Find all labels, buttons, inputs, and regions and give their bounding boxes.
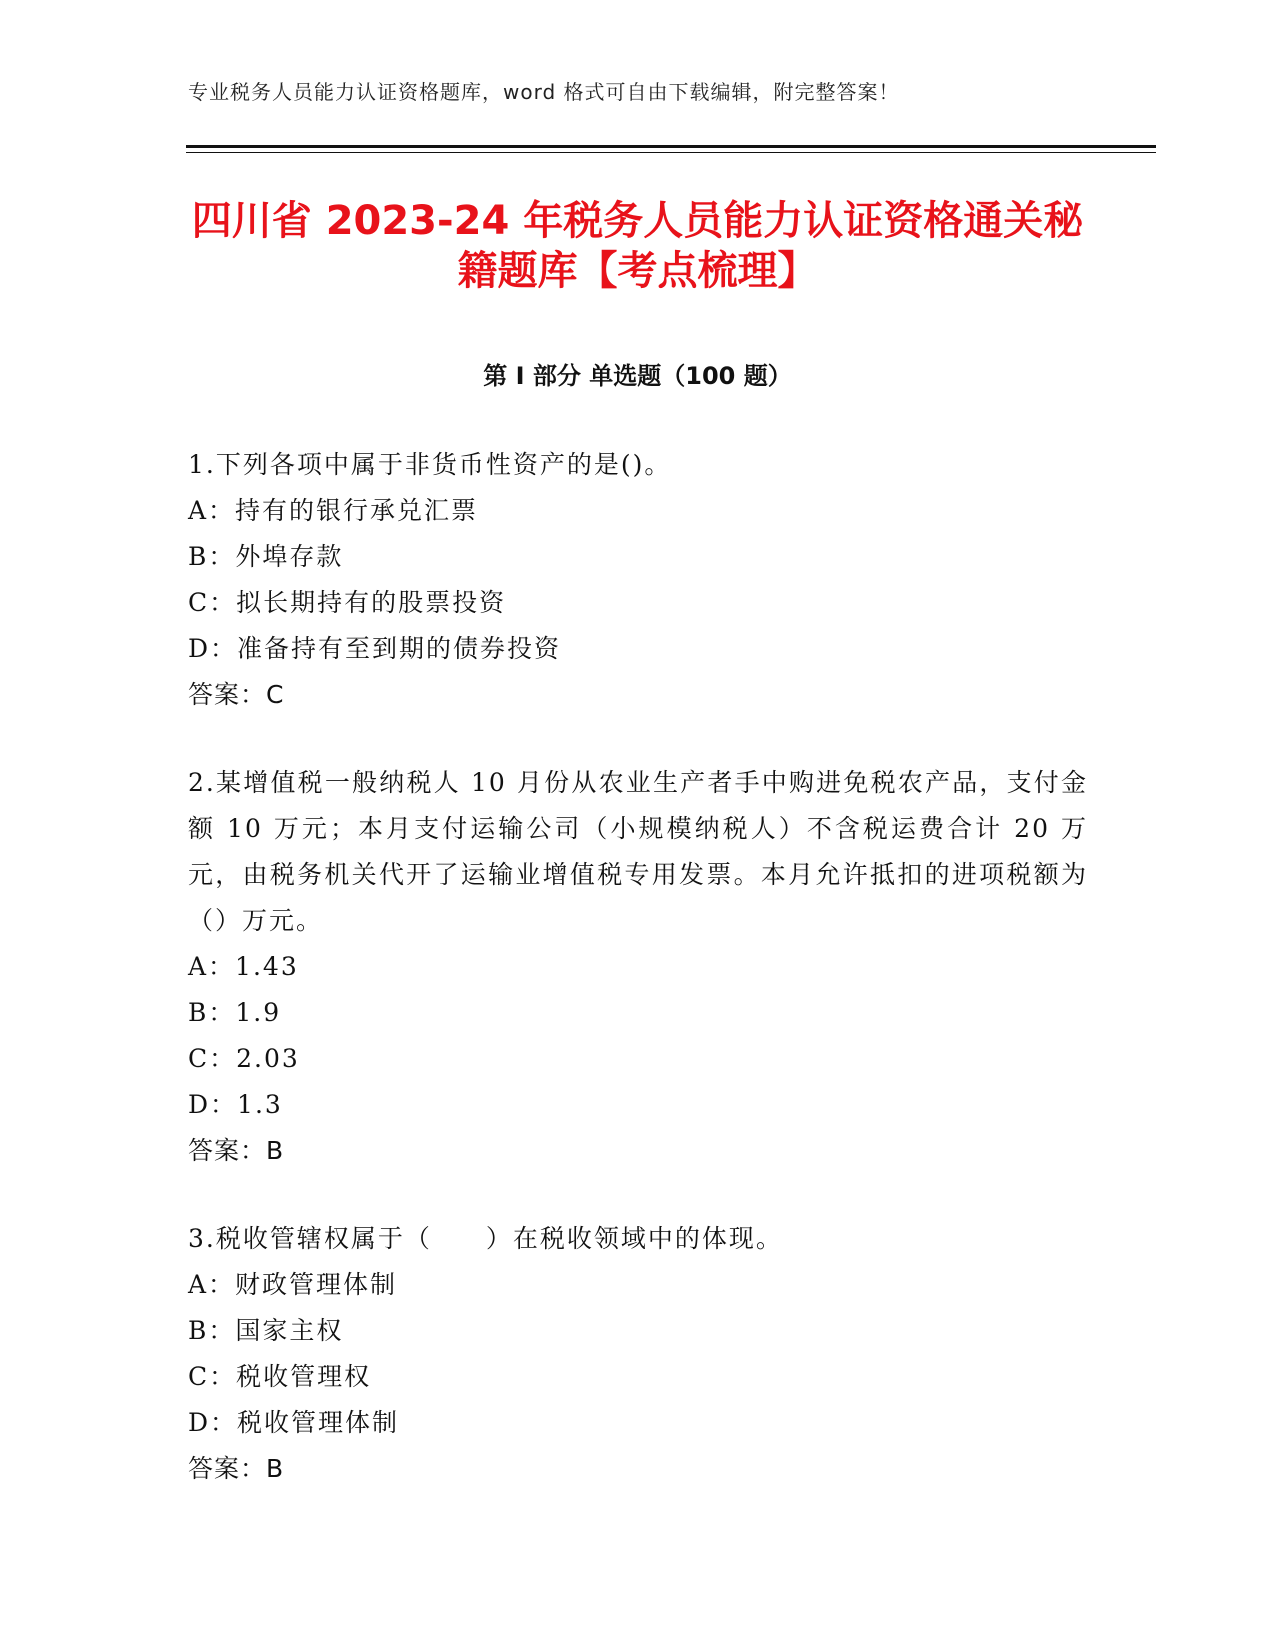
question-3 — [188, 1216, 1088, 1492]
answer: 答案：B — [188, 1454, 285, 1483]
option-b: B：国家主权 — [188, 1316, 344, 1345]
document-title: 四川省 2023-24 年税务人员能力认证资格通关秘籍题库【考点梳理】 — [191, 198, 1084, 294]
question-1 — [188, 442, 1088, 718]
section-title: 第 I 部分 单选题（100 题） — [483, 362, 792, 390]
question-list — [188, 442, 1088, 1534]
option-d: D：准备持有至到期的债券投资 — [188, 634, 562, 663]
answer: 答案：B — [188, 1136, 285, 1165]
option-d: D：1.3 — [188, 1090, 283, 1119]
header-divider-thin — [186, 152, 1156, 153]
question-stem: 2.某增值税一般纳税人 10 月份从农业生产者手中购进免税农产品，支付金额 10 万元；本月支付运输公司（小规模纳税人）不含税运费合计 20 万元，由税务机关代开了运输业增值税专用发票。本月允许抵扣的进项税额为（）万元。 — [188, 768, 1088, 935]
page-header-note: 专业税务人员能力认证资格题库，word 格式可自由下载编辑，附完整答案！ — [188, 80, 900, 104]
option-b: B：1.9 — [188, 998, 282, 1027]
option-c: C：2.03 — [188, 1044, 300, 1073]
option-c: C：税收管理权 — [188, 1362, 372, 1391]
option-d: D：税收管理体制 — [188, 1408, 400, 1437]
option-c: C：拟长期持有的股票投资 — [188, 588, 507, 617]
question-stem: 1.下列各项中属于非货币性资产的是()。 — [188, 450, 672, 479]
option-a: A：1.43 — [188, 952, 299, 981]
question-stem: 3.税收管辖权属于（ ）在税收领域中的体现。 — [188, 1224, 783, 1253]
header-divider-thick — [186, 145, 1156, 148]
answer: 答案：C — [188, 680, 285, 709]
question-2 — [188, 760, 1088, 1174]
option-a: A：财政管理体制 — [188, 1270, 398, 1299]
option-b: B：外埠存款 — [188, 542, 344, 571]
option-a: A：持有的银行承兑汇票 — [188, 496, 479, 525]
